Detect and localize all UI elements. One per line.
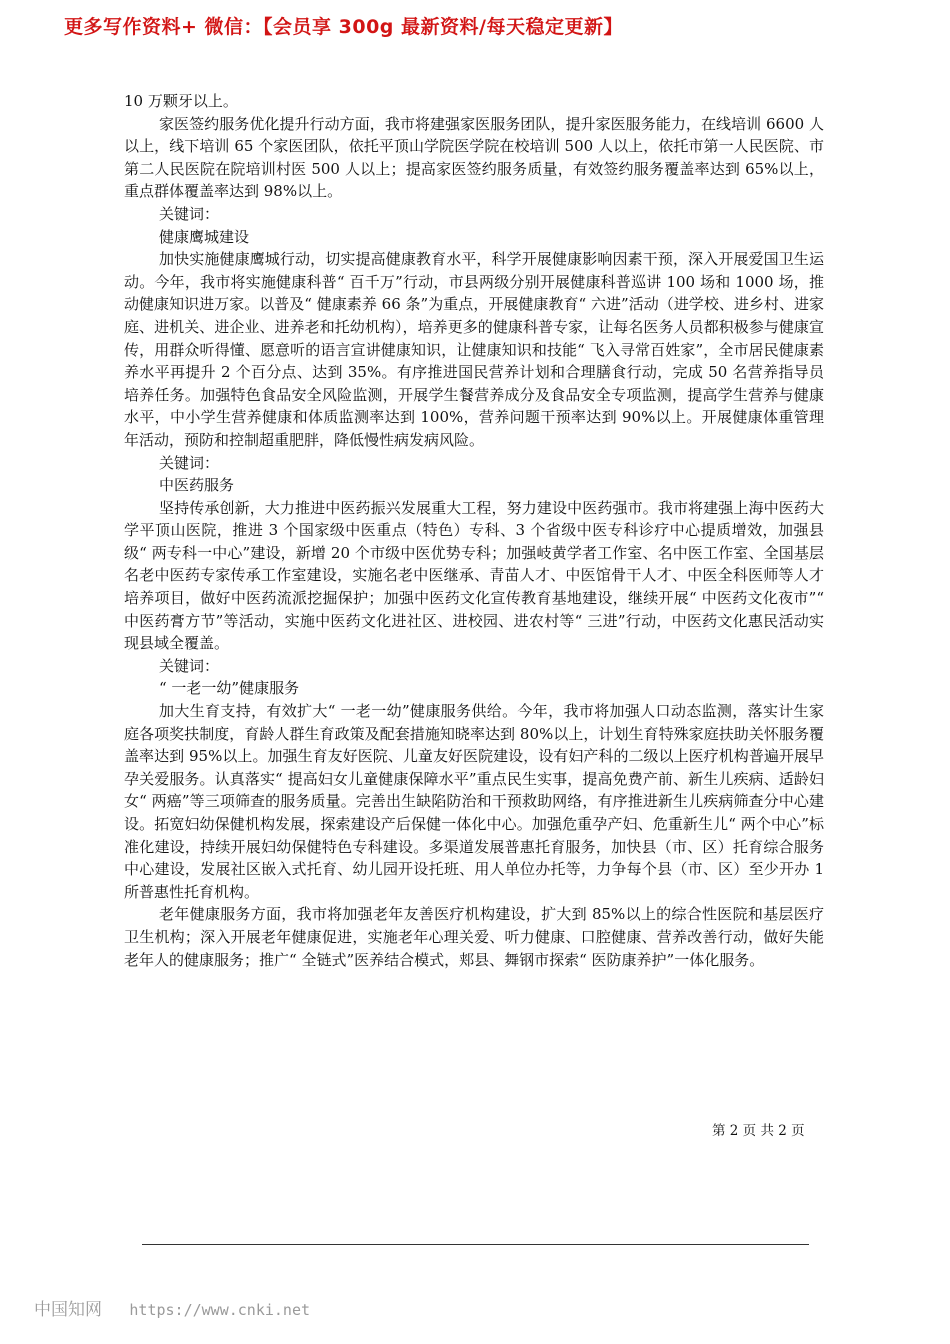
paragraph-birth-support: 加大生育支持，有效扩大“ 一老一幼”健康服务供给。今年，我市将加强人口动态监测，落实计生家庭各项奖扶制度，育龄人群生育政策及配套措施知晓率达到 80%以上，计划生育特殊家庭扶助关怀服务覆盖率达到 95%以上。加强生育友好医院、儿童友好医院建设，设有妇产科的二级以上医疗机构普遍开展早孕关爱服务。认真落实“ 提高妇女儿童健康保障水平”重点民生实事，提高免费产前、新生儿疾病、适龄妇女“ 两癌”等三项筛查的服务质量。完善出生缺陷防治和干预救助网络，有序推进新生儿疾病筛查分中心建设。拓宽妇幼保健机构发展，探索建设产后保健一体化中心。加强危重孕产妇、危重新生儿“ 两个中心”标准化建设，持续开展妇幼保健特色专科建设。多渠道发展普惠托育服务，加快县（市、区）托育综合服务中心建设，发展社区嵌入式托育、幼儿园开设托班、用人单位办托等，力争每个县（市、区）至少开办 1 所普惠性托育机构。 <box>124 702 824 901</box>
keywords-label: 关键词： <box>159 656 220 675</box>
keywords-label: 关键词： <box>159 453 220 472</box>
document-body <box>124 90 824 971</box>
paragraph-elderly-health: 老年健康服务方面，我市将加强老年友善医疗机构建设，扩大到 85%以上的综合性医院和基层医疗卫生机构；深入开展老年健康促进，实施老年心理关爱、听力健康、口腔健康、营养改善行动，做好失能老年人的健康服务；推广“ 全链式”医养结合模式，郏县、舞钢市探索“ 医防康养护”一体化服务。 <box>124 905 824 969</box>
section-heading-tcm: 中医药服务 <box>159 476 235 495</box>
paragraph-healthy-city: 加快实施健康鹰城行动，切实提高健康教育水平，科学开展健康影响因素干预，深入开展爱国卫生运动。今年，我市将实施健康科普“ 百千万”行动，市县两级分别开展健康科普巡讲 100 场和 1000 场，推动健康知识进万家。以普及“ 健康素养 66 条”为重点，开展健康教育“ 六进”活动（进学校、进乡村、进家庭、进机关、进企业、进养老和托幼机构），培养更多的健康科普专家，让每名医务人员都积极参与健康宣传，用群众听得懂、愿意听的语言宣讲健康知识，让健康知识和技能“ 飞入寻常百姓家”，全市居民健康素养水平再提升 2 个百分点、达到 35%。有序推进国民营养计划和合理膳食行动，完成 50 名营养指导员培养任务。加强特色食品安全风险监测，开展学生餐营养成分及食品安全专项监测，提高学生营养与健康水平，中小学生营养健康和体质监测率达到 100%，营养问题干预率达到 90%以上。开展健康体重管理年活动，预防和控制超重肥胖，降低慢性病发病风险。 <box>124 250 824 449</box>
keywords-label: 关键词： <box>159 204 220 223</box>
paragraph-family-doctor: 家医签约服务优化提升行动方面，我市将建强家医服务团队，提升家医服务能力，在线培训 6600 人以上，线下培训 65 个家医团队，依托平顶山学院医学院在校培训 500 人以上，依托市第一人民医院、市第二人民医院在院培训村医 500 人以上；提高家医签约服务质量，有效签约服务覆盖率达到 65%以上，重点群体覆盖率达到 98%以上。 <box>124 114 824 201</box>
section-heading-healthy-city: 健康鹰城建设 <box>159 227 250 246</box>
paragraph-tcm: 坚持传承创新，大力推进中医药振兴发展重大工程，努力建设中医药强市。我市将建强上海中医药大学平顶山医院，推进 3 个国家级中医重点（特色）专科、3 个省级中医专科诊疗中心提质增效，加强县级“ 两专科一中心”建设，新增 20 个市级中医优势专科；加强岐黄学者工作室、名中医工作室、全国基层名老中医药专家传承工作室建设，实施名老中医继承、青苗人才、中医馆骨干人才、中医全科医师等人才培养项目，做好中医药流派挖掘保护；加强中医药文化宣传教育基地建设，继续开展“ 中医药文化夜市”“ 中医药膏方节”等活动，实施中医药文化进社区、进校园、进农村等“ 三进”行动，中医药文化惠民活动实现县域全覆盖。 <box>124 498 824 653</box>
page-number: 第 2 页 共 2 页 <box>712 1123 805 1139</box>
paragraph-continuation: 10 万颗牙以上。 <box>124 92 238 110</box>
cnki-watermark <box>34 1295 310 1320</box>
watermark-url: https://www.cnki.net <box>129 1301 311 1319</box>
section-heading-elderly-child: “ 一老一幼”健康服务 <box>159 679 300 698</box>
promo-banner: 更多写作资料+ 微信：【会员享 300g 最新资料/每天稳定更新】 <box>64 16 623 38</box>
footer-divider <box>142 1244 809 1245</box>
watermark-name: 中国知网 <box>34 1300 102 1320</box>
